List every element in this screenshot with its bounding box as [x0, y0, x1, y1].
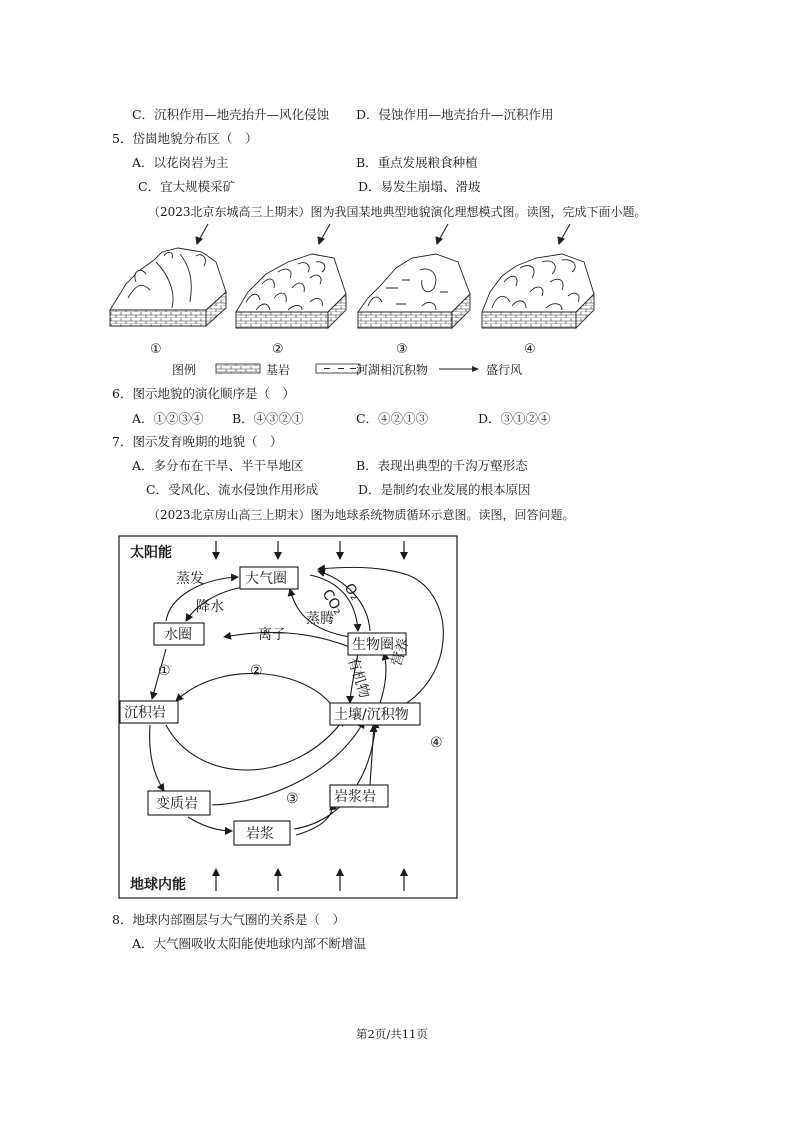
question-6: 6．图示地貌的演化顺序是（ ）	[112, 386, 295, 401]
circle-2: ②	[250, 663, 263, 679]
circle-1: ①	[158, 663, 171, 679]
option-4c: C．沉积作用—地壳抬升—风化侵蚀	[132, 107, 330, 122]
ions-label: 离子	[258, 627, 286, 643]
circle-4: ④	[430, 735, 443, 751]
igneous-label: 岩浆岩	[334, 789, 376, 805]
question-7: 7．图示发育晚期的地貌（ ）	[112, 434, 283, 449]
evaporation-label: 蒸发	[176, 571, 204, 587]
block-3	[358, 254, 470, 328]
intro-fangshan: （2023北京房山高三上期末）图为地球系统物质循环示意图。读图，回答问题。	[148, 508, 575, 522]
circle-3: ③	[286, 791, 299, 807]
block-1	[110, 248, 226, 326]
sedimentary-label: 沉积岩	[124, 705, 166, 721]
wind-arrows	[196, 224, 570, 244]
landform-evolution-figure	[106, 222, 616, 382]
biosphere-label: 生物圈	[352, 637, 394, 653]
intro-dongcheng: （2023北京东城高三上期末）图为我国某地典型地貌演化理想模式图。读图，完成下面小题。	[148, 205, 647, 219]
option-7d: D．是制约农业发展的根本原因	[358, 482, 531, 497]
question-5: 5．岱崮地貌分布区（ ）	[112, 131, 258, 146]
panel-label-4: ④	[524, 342, 536, 357]
panel-label-3: ③	[396, 342, 408, 357]
soil-label: 土壤/沉积物	[334, 707, 409, 723]
page-footer: 第2页/共11页	[356, 1027, 428, 1041]
legend-title: 图例	[172, 363, 197, 377]
option-7b: B．表现出典型的千沟万壑形态	[356, 458, 528, 473]
question-8: 8．地球内部圈层与大气圈的关系是（ ）	[112, 912, 345, 927]
option-4d: D．侵蚀作用—地壳抬升—沉积作用	[356, 107, 554, 122]
atmosphere-label: 大气圈	[245, 571, 287, 587]
legend-bedrock-swatch	[216, 364, 260, 373]
option-6c: C．④②①③	[356, 411, 429, 426]
metamorphic-label: 变质岩	[156, 796, 198, 812]
option-6d: D．③①②④	[478, 411, 551, 426]
option-7c: C．受风化、流水侵蚀作用形成	[146, 482, 319, 497]
option-6b: B．④③②①	[232, 411, 304, 426]
option-7a: A．多分布在干旱、半干旱地区	[132, 458, 304, 473]
internal-energy-label: 地球内能	[130, 877, 186, 893]
option-5c: C．宜大规模采矿	[138, 179, 236, 194]
solar-energy-label: 太阳能	[130, 545, 172, 561]
legend-wind: 盛行风	[486, 363, 523, 377]
legend-sediment: 河湖相沉积物	[356, 363, 429, 377]
option-6a: A．①②③④	[132, 411, 204, 426]
panel-label-1: ①	[150, 342, 162, 357]
option-8a: A．大气圈吸收太阳能使地球内部不断增温	[132, 936, 367, 951]
block-2	[236, 254, 346, 328]
option-5a: A．以花岗岩为主	[132, 155, 229, 170]
precipitation-label: 降水	[196, 599, 224, 615]
panel-label-2: ②	[272, 342, 284, 357]
legend-wind-arrow	[472, 366, 479, 372]
magma-label: 岩浆	[246, 826, 274, 842]
block-4	[482, 254, 594, 328]
organic-label: 有机物	[344, 655, 373, 701]
legend-bedrock: 基岩	[266, 363, 291, 377]
transpiration-label: 蒸腾	[306, 611, 334, 627]
option-5d: D．易发生崩塌、滑坡	[358, 179, 481, 194]
hydrosphere-label: 水圈	[164, 627, 192, 643]
co2-label: CO₂	[318, 586, 347, 618]
material-cycle-figure	[118, 535, 460, 901]
o2-label: O₂	[340, 580, 363, 604]
nutrients-label: 营养	[388, 636, 413, 669]
option-5b: B．重点发展粮食种植	[356, 155, 478, 170]
